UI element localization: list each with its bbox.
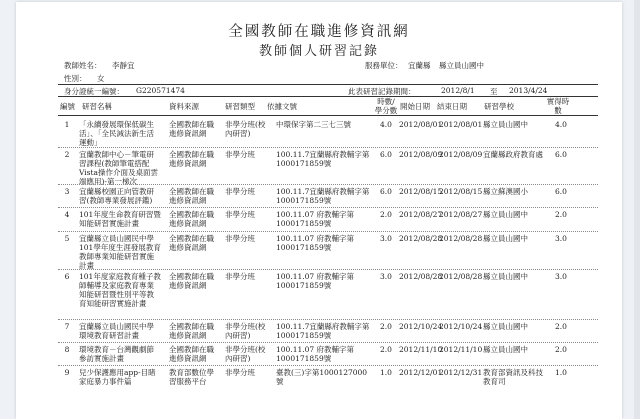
cell-type: 非學分班(校內研習) (225, 345, 266, 363)
col-header-name: 研習名稱 (82, 102, 112, 111)
header-rule-top (58, 84, 598, 85)
cell-school: 縣立員山國中 (483, 210, 528, 219)
cell-end: 2012/08/01 (439, 120, 483, 129)
service-unit-county: 宜蘭縣 (408, 61, 431, 70)
cell-hours: 6.0 (380, 150, 392, 159)
cell-source: 全國教師在職進修資訊網 (169, 120, 214, 138)
cell-no: 8 (64, 345, 70, 354)
cell-hours: 2.0 (380, 345, 392, 354)
period-end: 2013/4/24 (509, 86, 548, 95)
cell-school: 縣立員山國中 (483, 345, 528, 354)
service-unit-label: 服務單位： (365, 61, 403, 70)
cell-name: 環境教育－台灣觀劇節參訪實施計畫 (79, 345, 154, 363)
cell-no: 6 (64, 272, 70, 281)
cell-start: 2012/08/28 (399, 234, 443, 243)
cell-end: 2012/08/28 (439, 272, 483, 281)
cell-name: 101年度家庭教育種子教師輔導及家庭教育專業知能研習暨性別平等教育知能研習實施計畫 (79, 272, 161, 308)
period-start: 2012/8/1 (441, 86, 475, 95)
cell-no: 4 (64, 210, 70, 219)
cell-no: 3 (64, 187, 70, 196)
cell-doc: 100.11.07 府教輔字第1000171859號 (276, 345, 355, 363)
cell-hours: 3.0 (380, 272, 392, 281)
document-subtitle: 教師個人研習記錄 (258, 44, 379, 59)
cell-type: 非學分班 (225, 187, 255, 196)
cell-name: 兒少保護應用app-目睹家庭暴力事件篇 (79, 368, 156, 386)
cell-end: 2012/08/15 (439, 187, 483, 196)
row-divider (58, 319, 598, 320)
cell-source: 教育部數位學習服務平台 (169, 368, 214, 386)
cell-source: 全國教師在職進修資訊網 (169, 234, 214, 252)
cell-type: 非學分班 (225, 368, 255, 377)
row-divider (58, 147, 598, 148)
cell-end: 2012/12/31 (439, 368, 483, 377)
table-header-rule (58, 115, 598, 116)
cell-type: 非學分班 (225, 234, 255, 243)
cell-hours: 3.0 (380, 234, 392, 243)
col-header-no: 編號 (60, 102, 75, 111)
cell-actual: 2.0 (555, 322, 567, 331)
cell-actual: 3.0 (555, 272, 567, 281)
cell-school: 縣立員山國中 (483, 120, 528, 129)
cell-name: 宜蘭縣立員山國民中學環境教育研習計畫 (79, 322, 154, 340)
cell-actual: 3.0 (555, 234, 567, 243)
col-header-actual: 實得時數 (546, 97, 570, 115)
cell-start: 2012/10/24 (399, 322, 443, 331)
cell-name: 101年度生命教育研習暨知能研習實施計畫 (79, 210, 161, 228)
cell-no: 7 (64, 322, 70, 331)
vertical-scrollbar[interactable] (634, 0, 640, 419)
col-header-hours: 時數/學分數 (374, 97, 398, 115)
cell-start: 2012/08/01 (399, 120, 443, 129)
col-header-doc: 依據文號 (267, 102, 297, 111)
cell-end: 2012/08/09 (439, 150, 483, 159)
cell-doc: 100.11.07 府教輔字第1000171859號 (276, 210, 355, 228)
cell-school: 縣立員山國中 (483, 234, 528, 243)
cell-start: 2012/08/28 (399, 272, 443, 281)
cell-name: 宜蘭縣立員山國民中學101學年度生涯發展教育教師專業知能研習實施計畫 (79, 234, 161, 270)
cell-type: 非學分班(校內研習) (225, 322, 266, 340)
cell-source: 全國教師在職進修資訊網 (169, 322, 214, 340)
col-header-type: 研習類型 (225, 102, 255, 111)
id-label: 身分證統一編號： (64, 87, 124, 96)
cell-actual: 2.0 (555, 345, 567, 354)
cell-actual: 6.0 (555, 150, 567, 159)
cell-doc: 100.11.07 府教輔字第1000171859號 (276, 234, 355, 252)
cell-hours: 6.0 (380, 187, 392, 196)
period-label: 此表研習記錄期間： (348, 87, 416, 96)
cell-start: 2012/08/27 (399, 210, 443, 219)
cell-doc: 100.11.7宜蘭縣府教輔字第1000171859號 (276, 187, 370, 205)
row-divider (58, 269, 598, 270)
cell-no: 2 (64, 150, 70, 159)
cell-source: 全國教師在職進修資訊網 (169, 272, 214, 290)
cell-start: 2012/11/10 (399, 345, 443, 354)
row-divider (58, 342, 598, 343)
cell-start: 2012/08/15 (399, 187, 443, 196)
cell-type: 非學分班(校內研習) (225, 120, 266, 138)
col-header-end: 結束日期 (437, 102, 467, 111)
service-unit-school: 縣立員山國中 (439, 61, 484, 70)
cell-doc: 100.11.07 府教輔字第1000171859號 (276, 272, 355, 290)
id-number: G220571474 (136, 86, 185, 95)
cell-doc: 100.11.7宜蘭縣府教輔字第1000171859號 (276, 150, 370, 168)
cell-end: 2012/11/10 (439, 345, 483, 354)
teacher-name: 李靜宜 (112, 61, 135, 70)
cell-type: 非學分班 (225, 272, 255, 281)
gender-label: 性別： (64, 74, 87, 83)
cell-school: 縣立員山國中 (483, 272, 528, 281)
cell-actual: 1.0 (555, 368, 567, 377)
cell-type: 非學分班 (225, 150, 255, 159)
col-header-source: 資料來源 (169, 102, 199, 111)
cell-start: 2012/08/09 (399, 150, 443, 159)
gender: 女 (97, 74, 105, 83)
cell-actual: 4.0 (555, 120, 567, 129)
document-title: 全國教師在職進修資訊網 (228, 24, 410, 40)
cell-source: 全國教師在職進修資訊網 (169, 187, 214, 205)
cell-hours: 4.0 (380, 120, 392, 129)
period-to: 至 (490, 87, 498, 96)
cell-school: 宜蘭縣政府教育處 (483, 150, 543, 159)
cell-actual: 2.0 (555, 210, 567, 219)
cell-start: 2012/12/01 (399, 368, 443, 377)
row-divider (58, 231, 598, 232)
cell-source: 全國教師在職進修資訊網 (169, 210, 214, 228)
cell-school: 縣立蘇澳國小 (483, 187, 528, 196)
cell-school: 縣立員山國中 (483, 322, 528, 331)
document-page (16, 2, 622, 419)
cell-doc: 中環保字第二三七三號 (276, 120, 351, 129)
cell-type: 非學分班 (225, 210, 255, 219)
row-divider (58, 184, 598, 185)
cell-hours: 1.0 (380, 368, 392, 377)
col-header-start: 開始日期 (400, 102, 430, 111)
teacher-name-label: 教師姓名： (64, 61, 102, 70)
row-divider (58, 207, 598, 208)
cell-no: 9 (64, 368, 70, 377)
cell-source: 全國教師在職進修資訊網 (169, 150, 214, 168)
cell-hours: 2.0 (380, 210, 392, 219)
cell-actual: 6.0 (555, 187, 567, 196)
cell-end: 2012/08/28 (439, 234, 483, 243)
cell-school: 教育部資訊及科技教育司 (483, 368, 543, 386)
cell-name: 宜蘭教師中心－筆電研習課程(教師筆電搭配Vista操作介面及桌面雲端應用)-第一梯次 (79, 150, 159, 186)
cell-hours: 2.0 (380, 322, 392, 331)
row-divider (58, 365, 598, 366)
cell-doc: 100.11.7宜蘭縣府教輔字第1000171859號 (276, 322, 370, 340)
header-rule-bottom (58, 96, 598, 97)
cell-no: 1 (64, 120, 70, 129)
cell-name: 「永續發展環保低碳生活」、「全民減法新生活運動」 (79, 120, 154, 147)
cell-name: 宜蘭縣校園正向管教研習(教師專業發展評鑑) (79, 187, 154, 205)
col-header-school: 研習學校 (484, 102, 514, 111)
cell-source: 全國教師在職進修資訊網 (169, 345, 214, 363)
cell-doc: 臺教(三)字第1000127000號 (276, 368, 368, 386)
cell-end: 2012/08/27 (439, 210, 483, 219)
cell-end: 2012/10/24 (439, 322, 483, 331)
cell-no: 5 (64, 234, 70, 243)
